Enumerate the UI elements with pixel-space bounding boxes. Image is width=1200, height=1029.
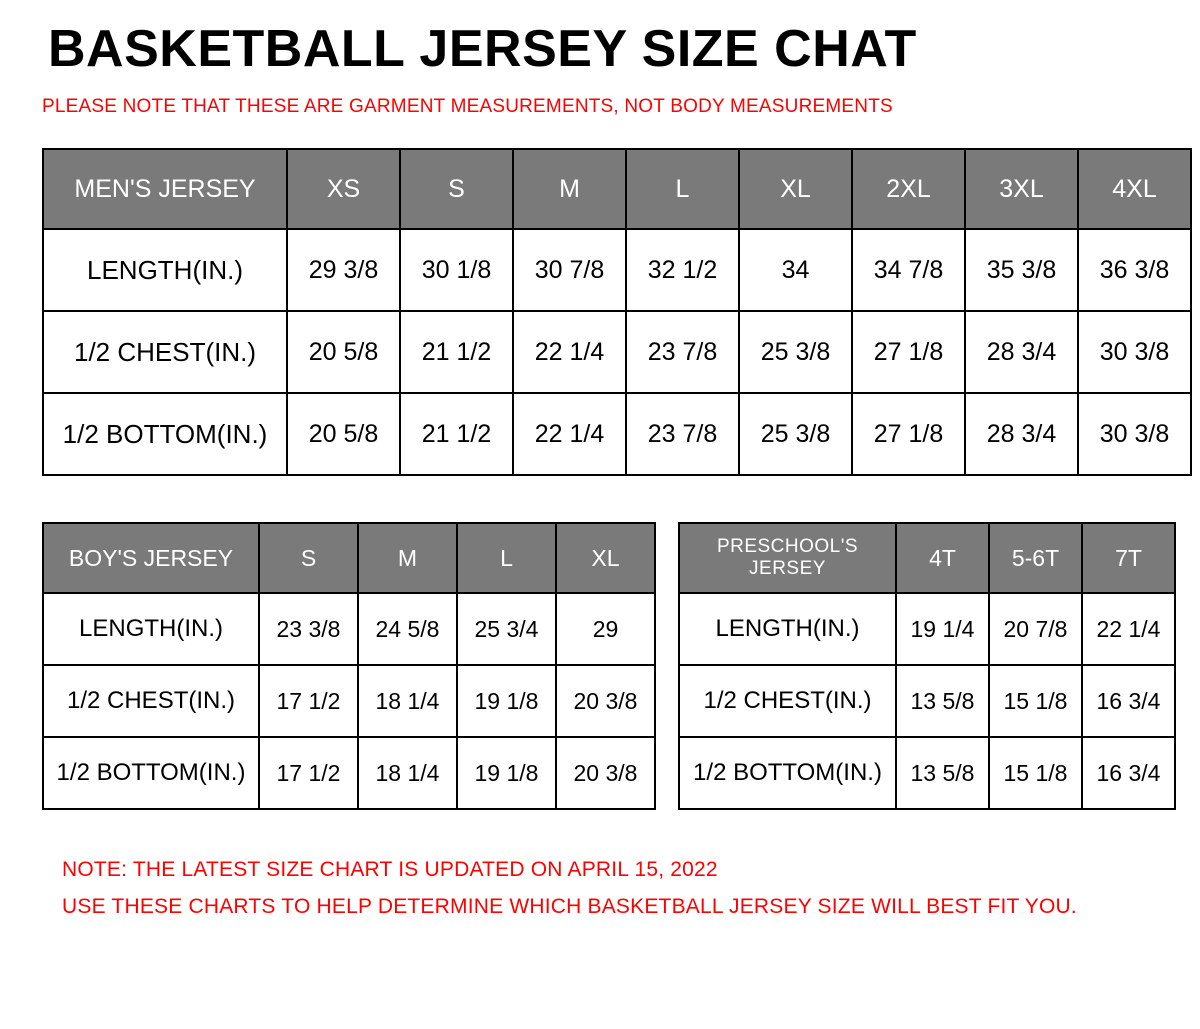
cell: 15 1/8	[989, 665, 1082, 737]
cell: 23 7/8	[626, 393, 739, 475]
column-header-3xl: 3XL	[965, 149, 1078, 229]
cell: 20 3/8	[556, 737, 655, 809]
cell: 25 3/8	[739, 311, 852, 393]
cell: 22 1/4	[513, 311, 626, 393]
cell: 13 5/8	[896, 665, 989, 737]
cell: 20 3/8	[556, 665, 655, 737]
cell: 34 7/8	[852, 229, 965, 311]
size-chart-page	[0, 22, 1200, 1029]
footer-note-usage: USE THESE CHARTS TO HELP DETERMINE WHICH BASKETBALL JERSEY SIZE WILL BEST FIT YOU.	[62, 894, 1077, 918]
page-title: BASKETBALL JERSEY SIZE CHAT	[48, 20, 917, 78]
column-header-xs: XS	[287, 149, 400, 229]
cell: 20 5/8	[287, 393, 400, 475]
column-header-xl: XL	[739, 149, 852, 229]
table-row	[679, 593, 1175, 665]
cell: 13 5/8	[896, 737, 989, 809]
column-header-5-6t: 5-6T	[989, 523, 1082, 593]
table-row	[679, 665, 1175, 737]
cell: 30 1/8	[400, 229, 513, 311]
cell: 30 7/8	[513, 229, 626, 311]
table-header-row	[43, 149, 1191, 229]
column-header-7t: 7T	[1082, 523, 1175, 593]
table-header-row	[679, 523, 1175, 593]
column-header-m: M	[358, 523, 457, 593]
row-label-half-bottom: 1/2 BOTTOM(IN.)	[43, 393, 287, 475]
cell: 19 1/4	[896, 593, 989, 665]
cell: 18 1/4	[358, 665, 457, 737]
row-label-length: LENGTH(IN.)	[679, 593, 896, 665]
footer-note-update: NOTE: THE LATEST SIZE CHART IS UPDATED ON APRIL 15, 2022	[62, 858, 718, 882]
row-label-length: LENGTH(IN.)	[43, 593, 259, 665]
table-row	[43, 593, 655, 665]
row-label-half-bottom: 1/2 BOTTOM(IN.)	[679, 737, 896, 809]
preschool-jersey-table	[678, 522, 1176, 810]
cell: 20 7/8	[989, 593, 1082, 665]
column-header-m: M	[513, 149, 626, 229]
cell: 19 1/8	[457, 737, 556, 809]
cell: 20 5/8	[287, 311, 400, 393]
cell: 36 3/8	[1078, 229, 1191, 311]
column-header-xl: XL	[556, 523, 655, 593]
table-row	[43, 311, 1191, 393]
cell: 16 3/4	[1082, 737, 1175, 809]
table-row	[43, 393, 1191, 475]
mens-jersey-table	[42, 148, 1192, 476]
cell: 28 3/4	[965, 311, 1078, 393]
cell: 25 3/4	[457, 593, 556, 665]
table-row	[43, 229, 1191, 311]
column-header-s: S	[400, 149, 513, 229]
cell: 35 3/8	[965, 229, 1078, 311]
cell: 19 1/8	[457, 665, 556, 737]
cell: 16 3/4	[1082, 665, 1175, 737]
cell: 21 1/2	[400, 393, 513, 475]
cell: 21 1/2	[400, 311, 513, 393]
cell: 34	[739, 229, 852, 311]
cell: 27 1/8	[852, 311, 965, 393]
column-header-4t: 4T	[896, 523, 989, 593]
cell: 32 1/2	[626, 229, 739, 311]
cell: 18 1/4	[358, 737, 457, 809]
cell: 27 1/8	[852, 393, 965, 475]
cell: 23 3/8	[259, 593, 358, 665]
cell: 15 1/8	[989, 737, 1082, 809]
mens-jersey-table-wrapper	[42, 148, 1176, 476]
column-header-2xl: 2XL	[852, 149, 965, 229]
footer-notes	[62, 852, 1176, 926]
cell: 30 3/8	[1078, 311, 1191, 393]
boys-table-corner-label: BOY'S JERSEY	[43, 523, 259, 593]
cell: 17 1/2	[259, 665, 358, 737]
preschool-table-corner-label: PRESCHOOL'S JERSEY	[679, 523, 896, 593]
cell: 28 3/4	[965, 393, 1078, 475]
column-header-s: S	[259, 523, 358, 593]
row-label-half-bottom: 1/2 BOTTOM(IN.)	[43, 737, 259, 809]
row-label-length: LENGTH(IN.)	[43, 229, 287, 311]
cell: 23 7/8	[626, 311, 739, 393]
cell: 29 3/8	[287, 229, 400, 311]
table-header-row	[43, 523, 655, 593]
cell: 29	[556, 593, 655, 665]
boys-jersey-table	[42, 522, 656, 810]
table-row	[43, 737, 655, 809]
column-header-4xl: 4XL	[1078, 149, 1191, 229]
bottom-tables-row	[42, 522, 1176, 810]
row-label-half-chest: 1/2 CHEST(IN.)	[43, 311, 287, 393]
column-header-l: L	[457, 523, 556, 593]
cell: 30 3/8	[1078, 393, 1191, 475]
row-label-half-chest: 1/2 CHEST(IN.)	[43, 665, 259, 737]
garment-measurement-note: PLEASE NOTE THAT THESE ARE GARMENT MEASUREMENTS, NOT BODY MEASUREMENTS	[42, 95, 893, 117]
cell: 17 1/2	[259, 737, 358, 809]
cell: 24 5/8	[358, 593, 457, 665]
column-header-l: L	[626, 149, 739, 229]
cell: 22 1/4	[1082, 593, 1175, 665]
row-label-half-chest: 1/2 CHEST(IN.)	[679, 665, 896, 737]
cell: 25 3/8	[739, 393, 852, 475]
table-row	[679, 737, 1175, 809]
cell: 22 1/4	[513, 393, 626, 475]
table-row	[43, 665, 655, 737]
mens-table-corner-label: MEN'S JERSEY	[43, 149, 287, 229]
